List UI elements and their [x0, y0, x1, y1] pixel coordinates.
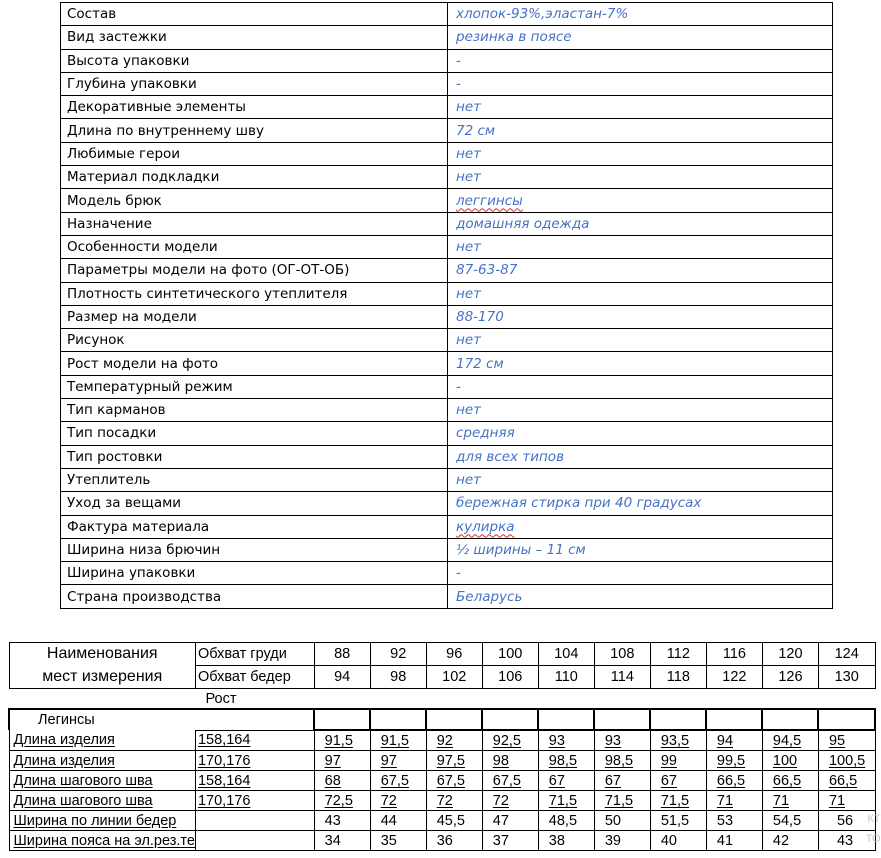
measurement-value: 67,5: [426, 771, 482, 791]
attribute-name: [61, 189, 448, 212]
blank-cell: [650, 689, 706, 710]
attribute-name-text: Высота упаковки: [67, 52, 190, 69]
measurement-value-text: 56: [836, 812, 854, 829]
attribute-value-text: нет: [456, 145, 481, 162]
attribute-name: [61, 235, 448, 258]
measurement-value: 93,5: [650, 730, 706, 751]
attribute-value: [448, 189, 833, 212]
blank-cell: [9, 689, 195, 710]
measurement-label-line1: Наименования: [9, 643, 195, 666]
attribute-name-text: Ширина упаковки: [67, 565, 196, 582]
attribute-value-text: нет: [456, 285, 481, 302]
attribute-name: [61, 305, 448, 328]
attribute-name-text: Любимые герои: [67, 145, 181, 162]
attribute-value-text: резинка в поясе: [456, 29, 572, 46]
attribute-value: [448, 562, 833, 585]
attribute-name: [61, 329, 448, 352]
measurement-value: 39: [594, 831, 650, 851]
measurement-value: 36: [426, 831, 482, 851]
height-label: Рост: [205, 690, 237, 707]
attribute-value-text: ½ ширины – 11 см: [456, 541, 586, 558]
hip-size: 130: [818, 666, 875, 689]
attribute-name: [61, 585, 448, 608]
attribute-row: [61, 375, 833, 398]
attribute-row: [61, 468, 833, 491]
attribute-name-text: Тип ростовки: [67, 448, 163, 465]
measurement-value: [818, 831, 881, 851]
measurement-value: 66,5: [706, 771, 762, 791]
measurement-value: 67: [594, 771, 650, 791]
watermark-fragment: ТО: [865, 832, 881, 845]
measurement-value: 99: [650, 751, 706, 771]
measurement-value: 91,5: [370, 730, 426, 751]
attribute-name-text: Уход за вещами: [67, 495, 182, 512]
measurement-value: 100: [762, 751, 818, 771]
attribute-name: [61, 49, 448, 72]
height-value: 158,164: [195, 730, 314, 751]
attribute-name: [61, 562, 448, 585]
section-label: Легинсы: [9, 709, 195, 730]
attribute-row: [61, 26, 833, 49]
attribute-value-text: кулирка: [456, 518, 515, 535]
attribute-name-text: Состав: [67, 6, 117, 23]
attribute-value-text: средняя: [456, 425, 515, 442]
size-chart-table: [8, 642, 881, 851]
attribute-value: [448, 49, 833, 72]
attribute-value-text: хлопок-93%,эластан-7%: [456, 6, 629, 23]
measurement-value: 44: [370, 811, 426, 831]
attribute-name: [61, 445, 448, 468]
height-value: [195, 831, 314, 851]
attribute-name-text: Размер на модели: [67, 309, 197, 325]
attribute-row: [61, 166, 833, 189]
attribute-value: [448, 166, 833, 189]
measurement-value: 68: [314, 771, 370, 791]
attribute-value-text: нет: [456, 332, 481, 349]
hip-label: Обхват бедер: [195, 666, 314, 689]
attribute-value: [448, 3, 833, 26]
blank-cell: [426, 709, 482, 730]
attribute-value: [448, 26, 833, 49]
measurement-value: 47: [482, 811, 538, 831]
attribute-name: [61, 166, 448, 189]
attribute-row: [61, 235, 833, 258]
measurement-row: [9, 730, 875, 751]
attribute-value: [448, 468, 833, 491]
attribute-value-text: нет: [456, 472, 481, 489]
blank-cell: [818, 689, 875, 710]
blank-cell: [426, 689, 482, 710]
measurement-value: 100,5: [818, 751, 875, 771]
attribute-value: [448, 399, 833, 422]
attribute-row: [61, 72, 833, 95]
measurement-value: 42: [762, 831, 818, 851]
attribute-row: [61, 3, 833, 26]
measurement-value: 48,5: [538, 811, 594, 831]
measurement-name: Ширина по линии бедер: [9, 811, 195, 831]
hip-size: 118: [650, 666, 706, 689]
measurement-value: 50: [594, 811, 650, 831]
measurement-value: 94,5: [762, 730, 818, 751]
measurement-value: 72: [426, 791, 482, 811]
measurement-value: 72: [370, 791, 426, 811]
attribute-name-text: Параметры модели на фото (ОГ-ОТ-ОБ): [67, 262, 350, 279]
measurement-value: 98,5: [538, 751, 594, 771]
blank-cell: [482, 689, 538, 710]
attribute-name: [61, 142, 448, 165]
attribute-value: [448, 282, 833, 305]
attribute-name-text: Вид застежки: [67, 29, 167, 46]
measurement-row: [9, 831, 875, 851]
measurement-value: 35: [370, 831, 426, 851]
attribute-value: [448, 259, 833, 282]
attribute-name: [61, 282, 448, 305]
attribute-name: [61, 3, 448, 26]
chest-size: 96: [426, 643, 482, 666]
attribute-name: [61, 468, 448, 491]
measurement-value: 95: [818, 730, 875, 751]
attribute-value-text: нет: [456, 239, 481, 256]
attribute-value-text: -: [456, 76, 461, 93]
measurement-value: 97,5: [426, 751, 482, 771]
blank-cell: [195, 709, 314, 730]
attribute-value: [448, 585, 833, 608]
chest-size: 124: [818, 643, 875, 666]
measurement-value: 67: [650, 771, 706, 791]
measurement-value: 67,5: [482, 771, 538, 791]
attribute-value: [448, 119, 833, 142]
attribute-name-text: Фактура материала: [67, 518, 210, 535]
measurement-value: 34: [314, 831, 370, 851]
attribute-row: [61, 96, 833, 119]
watermark-fragment: КТ: [867, 812, 881, 825]
height-value: 170,176: [195, 751, 314, 771]
chest-size: 92: [370, 643, 426, 666]
attribute-value: [448, 142, 833, 165]
attribute-value-text: 88-170: [456, 309, 504, 325]
attribute-name-text: Материал подкладки: [67, 169, 220, 186]
attribute-value: [448, 515, 833, 538]
measurement-value: 67,5: [370, 771, 426, 791]
measurement-value: 71: [818, 791, 875, 811]
measurement-value: 71,5: [650, 791, 706, 811]
measurement-value: 71,5: [594, 791, 650, 811]
attribute-value-text: 172 см: [456, 355, 504, 372]
chest-size: 120: [762, 643, 818, 666]
chest-size: 116: [706, 643, 762, 666]
attribute-value: [448, 352, 833, 375]
attribute-value: [448, 72, 833, 95]
attribute-row: [61, 492, 833, 515]
attribute-value-text: 87-63-87: [456, 262, 518, 279]
measurement-value: 41: [706, 831, 762, 851]
attribute-row: [61, 422, 833, 445]
chest-size: 108: [594, 643, 650, 666]
height-value: [195, 811, 314, 831]
hip-size: 110: [538, 666, 594, 689]
height-value: 170,176: [195, 791, 314, 811]
measurement-name: Длина шагового шва: [9, 771, 195, 791]
attribute-value: [448, 96, 833, 119]
attribute-value: [448, 305, 833, 328]
attribute-name-text: Модель брюк: [67, 192, 162, 209]
measurement-value: 45,5: [426, 811, 482, 831]
measurement-value: 97: [370, 751, 426, 771]
attribute-name-text: Глубина упаковки: [67, 76, 197, 93]
attribute-name: [61, 259, 448, 282]
attribute-value-text: 72 см: [456, 122, 496, 139]
attribute-value-text: нет: [456, 402, 481, 419]
attribute-value: [448, 538, 833, 561]
hip-size: 114: [594, 666, 650, 689]
blank-cell: [706, 689, 762, 710]
attribute-value: [448, 235, 833, 258]
measurement-value: 67: [538, 771, 594, 791]
hip-size: 94: [314, 666, 370, 689]
measurement-value: 93: [538, 730, 594, 751]
attribute-row: [61, 445, 833, 468]
chest-size: 112: [650, 643, 706, 666]
blank-cell: [818, 709, 875, 730]
attribute-name: [61, 422, 448, 445]
attribute-value-text: Беларусь: [456, 588, 523, 605]
blank-cell: [762, 689, 818, 710]
attribute-name-text: Температурный режим: [67, 378, 233, 395]
attribute-row: [61, 142, 833, 165]
hip-size: 106: [482, 666, 538, 689]
chest-size: 104: [538, 643, 594, 666]
attribute-row: [61, 212, 833, 235]
blank-cell: [314, 709, 370, 730]
measurement-value: 98: [482, 751, 538, 771]
blank-cell: [650, 709, 706, 730]
chest-label: Обхват груди: [195, 643, 314, 666]
attribute-row: [61, 259, 833, 282]
measurement-value: 53: [706, 811, 762, 831]
measurement-value: 51,5: [650, 811, 706, 831]
blank-cell: [370, 709, 426, 730]
attribute-value-text: леггинсы: [456, 192, 523, 209]
attribute-name-text: Страна производства: [67, 588, 222, 605]
measurement-value: 71: [706, 791, 762, 811]
measurement-value: 92,5: [482, 730, 538, 751]
blank-cell: [594, 709, 650, 730]
measurement-value: 98,5: [594, 751, 650, 771]
attribute-value-text: -: [456, 52, 461, 69]
measurement-value: 43: [314, 811, 370, 831]
attribute-value-text: -: [456, 565, 461, 582]
attribute-name: [61, 212, 448, 235]
blank-cell: [762, 709, 818, 730]
attribute-value: [448, 445, 833, 468]
attribute-value: [448, 492, 833, 515]
attribute-value: [448, 329, 833, 352]
blank-cell: [370, 689, 426, 710]
attribute-name: [61, 492, 448, 515]
attribute-name-text: Длина по внутреннему шву: [67, 122, 264, 139]
measurement-value: 97: [314, 751, 370, 771]
measurement-value: 38: [538, 831, 594, 851]
measurement-value: 37: [482, 831, 538, 851]
attribute-name-text: Рост модели на фото: [67, 355, 219, 372]
measurement-row: [9, 771, 875, 791]
chest-size: 100: [482, 643, 538, 666]
attribute-value: [448, 422, 833, 445]
attribute-row: [61, 305, 833, 328]
attribute-value-text: домашняя одежда: [456, 215, 590, 232]
measurement-value: 94: [706, 730, 762, 751]
chest-size: 88: [314, 643, 370, 666]
attribute-row: [61, 515, 833, 538]
attribute-name-text: Ширина низа брючин: [67, 541, 221, 558]
measurement-name: Длина шагового шва: [9, 791, 195, 811]
attribute-row: [61, 352, 833, 375]
attribute-name: [61, 515, 448, 538]
measurement-value: 93: [594, 730, 650, 751]
measurement-value: 66,5: [762, 771, 818, 791]
attribute-name-text: Декоративные элементы: [67, 99, 246, 116]
measurement-value: 71: [762, 791, 818, 811]
attribute-value-text: нет: [456, 99, 481, 116]
measurement-label-line2: мест измерения: [9, 666, 195, 689]
attribute-value: [448, 375, 833, 398]
attribute-row: [61, 562, 833, 585]
attribute-row: [61, 49, 833, 72]
attribute-row: [61, 538, 833, 561]
blank-cell: [314, 689, 370, 710]
attribute-name-text: Плотность синтетического утеплителя: [67, 285, 348, 302]
attribute-row: [61, 329, 833, 352]
measurement-name: Длина изделия: [9, 751, 195, 771]
attribute-name: [61, 375, 448, 398]
measurement-value: 71,5: [538, 791, 594, 811]
measurement-value: 91,5: [314, 730, 370, 751]
measurement-name: Длина изделия: [9, 730, 195, 751]
measurement-value: 66,5: [818, 771, 875, 791]
measurement-name: Ширина пояса на эл.рез.те: [9, 831, 195, 851]
attribute-name-text: Особенности модели: [67, 239, 218, 256]
blank-cell: [482, 709, 538, 730]
attribute-name-text: Рисунок: [67, 332, 125, 349]
measurement-value: 72: [482, 791, 538, 811]
blank-cell: [538, 689, 594, 710]
measurement-value: 72,5: [314, 791, 370, 811]
attribute-row: [61, 585, 833, 608]
blank-cell: [594, 689, 650, 710]
height-value: 158,164: [195, 771, 314, 791]
attribute-value: [448, 212, 833, 235]
hip-size: 122: [706, 666, 762, 689]
attribute-value-text: нет: [456, 169, 481, 186]
attribute-name: [61, 72, 448, 95]
measurement-value: 99,5: [706, 751, 762, 771]
hip-size: 126: [762, 666, 818, 689]
measurement-value: [818, 811, 881, 831]
blank-cell: [538, 709, 594, 730]
attribute-value-text: бережная стирка при 40 градусах: [456, 495, 702, 512]
blank-cell: [706, 709, 762, 730]
measurement-value: 92: [426, 730, 482, 751]
product-attributes-table: [60, 2, 833, 609]
measurement-row: [9, 791, 875, 811]
measurement-row: [9, 751, 875, 771]
attribute-name-text: Назначение: [67, 215, 152, 232]
attribute-name-text: Утеплитель: [67, 472, 151, 489]
attribute-row: [61, 189, 833, 212]
attribute-name: [61, 26, 448, 49]
attribute-name-text: Тип посадки: [67, 425, 157, 442]
measurement-value-text: 43: [836, 832, 854, 849]
attribute-row: [61, 119, 833, 142]
measurement-row: [9, 811, 875, 831]
attribute-name: [61, 538, 448, 561]
attribute-value-text: -: [456, 378, 461, 395]
measurement-value: 54,5: [762, 811, 818, 831]
attribute-row: [61, 282, 833, 305]
attribute-value-text: для всех типов: [456, 448, 565, 465]
attribute-name: [61, 96, 448, 119]
attribute-name: [61, 399, 448, 422]
attribute-row: [61, 399, 833, 422]
measurement-value: 40: [650, 831, 706, 851]
hip-size: 98: [370, 666, 426, 689]
attribute-name: [61, 352, 448, 375]
hip-size: 102: [426, 666, 482, 689]
attribute-name-text: Тип карманов: [67, 402, 166, 419]
attribute-name: [61, 119, 448, 142]
